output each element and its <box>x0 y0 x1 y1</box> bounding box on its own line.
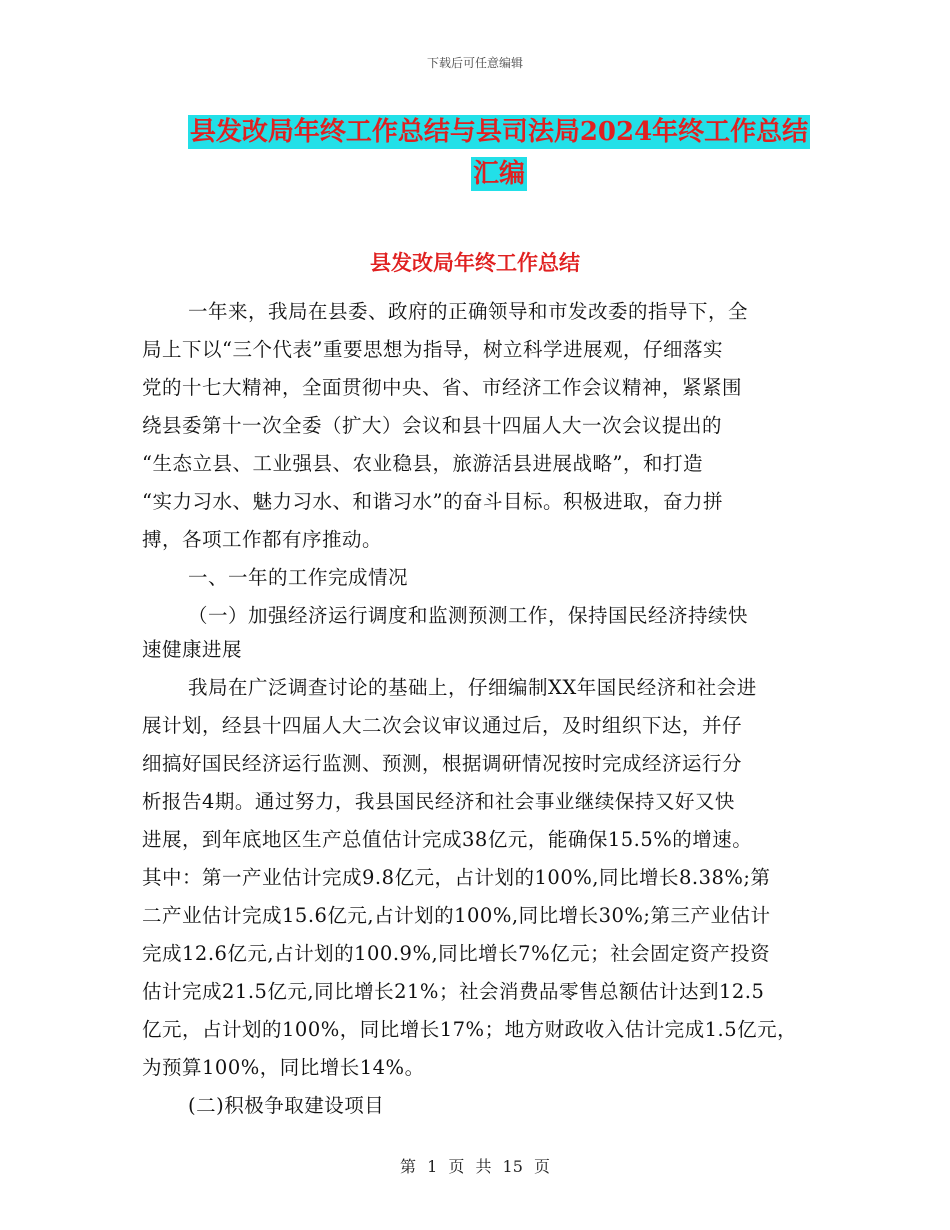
body-line: 展计划，经县十四届人大二次会议审议通过后，及时组织下达，并仔 <box>142 714 743 737</box>
body-line: 党的十七大精神，全面贯彻中央、省、市经济工作会议精神，紧紧围 <box>142 376 743 399</box>
body-line: 我局在广泛调查讨论的基础上，仔细编制XX年国民经济和社会进 <box>188 676 757 699</box>
body-line: 搏，各项工作都有序推动。 <box>142 528 383 551</box>
page-footer: 第 1 页 共 15 页 <box>400 1157 550 1176</box>
body-line: 完成12.6亿元,占计划的100.9%,同比增长7%亿元；社会固定资产投资 <box>142 942 771 965</box>
body-line: “实力习水、魅力习水、和谐习水”的奋斗目标。积极进取，奋力拼 <box>142 490 723 513</box>
header-note: 下载后可任意编辑 <box>426 56 523 70</box>
body-line: 估计完成21.5亿元,同比增长21%；社会消费品零售总额估计达到12.5 <box>142 980 765 1003</box>
body-line: 为预算100%，同比增长14%。 <box>142 1056 425 1079</box>
main-title-text-2: 汇编 <box>472 159 525 189</box>
body-line: 局上下以“三个代表”重要思想为指导，树立科学进展观，仔细落实 <box>142 338 723 361</box>
body-line: (二)积极争取建设项目 <box>188 1094 385 1117</box>
body-line: 一年来，我局在县委、政府的正确领导和市发改委的指导下，全 <box>188 300 749 323</box>
body-line: （一）加强经济运行调度和监测预测工作，保持国民经济持续快 <box>188 604 749 627</box>
body-line: 亿元，占计划的100%，同比增长17%；地方财政收入估计完成1.5亿元， <box>142 1018 798 1041</box>
main-title-line-2 <box>0 154 950 194</box>
section-title: 县发改局年终工作总结 <box>370 250 580 275</box>
body-line: 析报告4期。通过努力，我县国民经济和社会事业继续保持又好又快 <box>142 790 735 813</box>
main-title-text-1: 县发改局年终工作总结与县司法局2024年终工作总结 <box>189 117 809 147</box>
body-line: 速健康进展 <box>142 638 243 661</box>
body-line: 一、一年的工作完成情况 <box>188 566 409 589</box>
body-line: 细搞好国民经济运行监测、预测，根据调研情况按时完成经济运行分 <box>142 752 743 775</box>
main-title-line-1 <box>0 112 950 152</box>
body-line: 绕县委第十一次全委（扩大）会议和县十四届人大一次会议提出的 <box>142 414 723 437</box>
body-line: 进展，到年底地区生产总值估计完成38亿元，能确保15.5%的增速。 <box>142 828 753 851</box>
body-line: 其中：第一产业估计完成9.8亿元，占计划的100%,同比增长8.38%;第 <box>142 866 771 889</box>
body-line: “生态立县、工业强县、农业稳县，旅游活县进展战略”，和打造 <box>142 452 703 475</box>
body-line: 二产业估计完成15.6亿元,占计划的100%,同比增长30%;第三产业估计 <box>142 904 771 927</box>
